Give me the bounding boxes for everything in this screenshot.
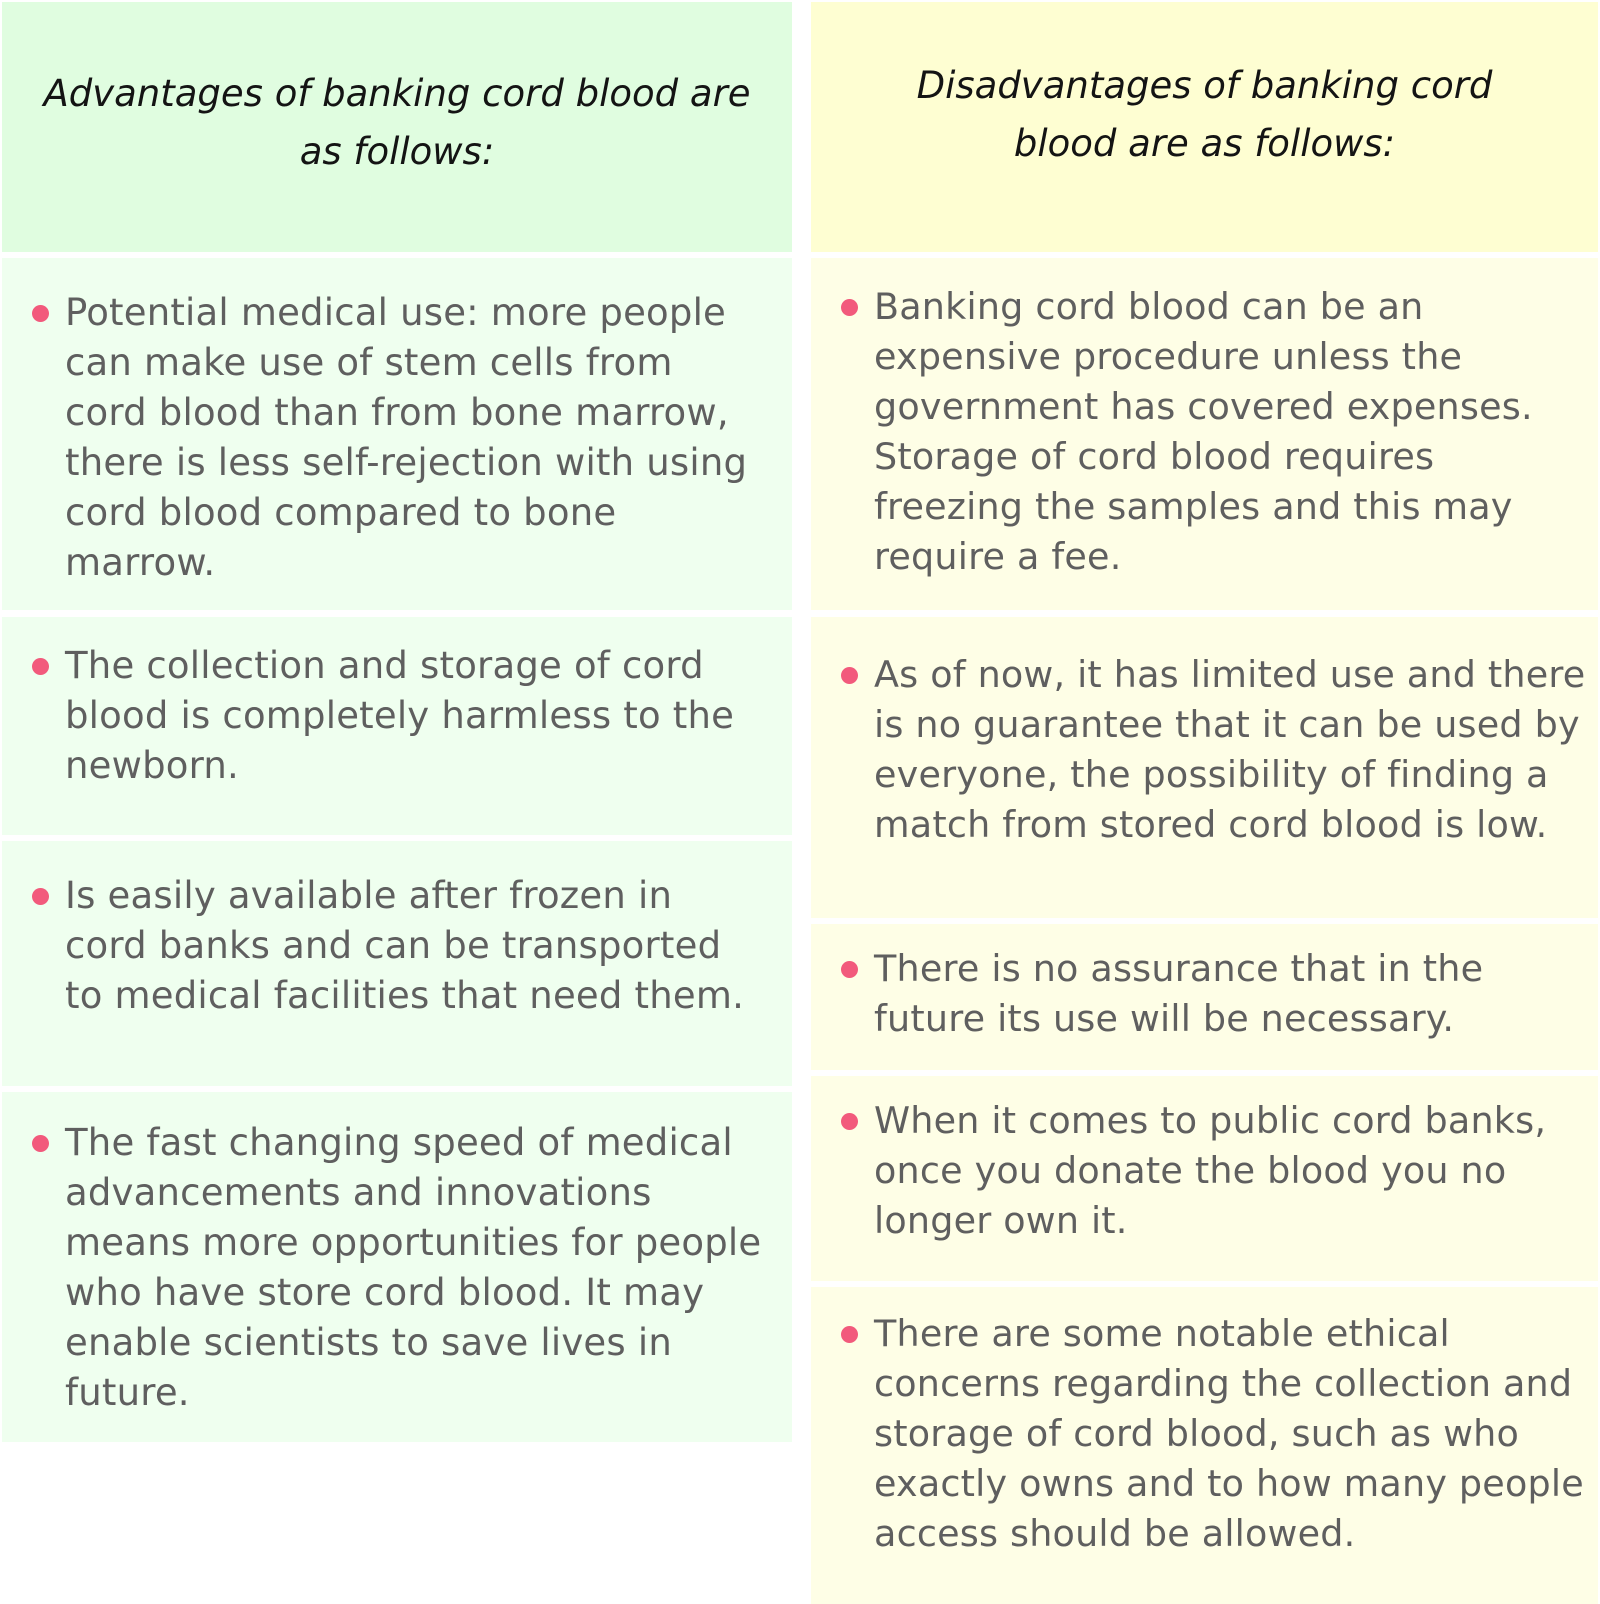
advantage-text: The collection and storage of cord blood is completely harmless to the newborn. (65, 644, 735, 787)
disadvantage-text: When it comes to public cord banks, once you donate the blood you no longer own it. (874, 1099, 1547, 1242)
advantage-text: Potential medical use: more people can make use of stem cells from cord blood than from bone marrow, there is less self-rejection with using cord blood compared to bone marrow. (65, 291, 748, 584)
list-item (811, 1096, 1598, 1246)
disadvantage-text: Banking cord blood can be an expensive procedure unless the government has covered expenses. Storage of cord blood requires freezing the samples and this may require a fee. (874, 285, 1533, 578)
disadvantages-cell (811, 617, 1598, 918)
disadvantages-heading: Disadvantages of banking cord blood are as follows: (916, 64, 1493, 165)
advantage-text: The fast changing speed of medical advancements and innovations means more opportunities for people who have store cord blood. It may enable scientists to save lives in future. (65, 1121, 762, 1414)
disadvantages-cell (811, 258, 1598, 610)
advantages-header (2, 2, 792, 252)
bullet-dot-icon (32, 1135, 49, 1152)
disadvantages-cell (811, 1076, 1598, 1281)
disadvantages-cell (811, 1287, 1598, 1604)
bullet-dot-icon (841, 667, 858, 684)
bullet-dot-icon (841, 299, 858, 316)
bullet-dot-icon (32, 305, 49, 322)
advantages-cell (2, 258, 792, 610)
advantages-cell (2, 1092, 792, 1442)
list-item (2, 641, 792, 791)
advantage-text: Is easily available after frozen in cord banks and can be transported to medical facilities that need them. (65, 874, 745, 1017)
disadvantage-text: As of now, it has limited use and there is no guarantee that it can be used by everyone, the possibility of finding a match from stored cord blood is low. (874, 653, 1586, 846)
list-item (2, 1118, 792, 1418)
advantages-heading: Advantages of banking cord blood are as follows: (43, 72, 751, 173)
advantages-cell (2, 617, 792, 835)
list-item (811, 1309, 1598, 1559)
disadvantages-header (811, 2, 1598, 252)
list-item (811, 944, 1598, 1044)
list-item (811, 282, 1598, 582)
disadvantage-text: There is no assurance that in the future its use will be necessary. (874, 947, 1484, 1040)
list-item (2, 288, 792, 588)
advantages-cell (2, 841, 792, 1086)
bullet-dot-icon (32, 888, 49, 905)
list-item (2, 871, 792, 1021)
bullet-dot-icon (841, 1113, 858, 1130)
bullet-dot-icon (841, 961, 858, 978)
list-item (811, 650, 1598, 850)
bullet-dot-icon (32, 658, 49, 675)
disadvantages-cell (811, 924, 1598, 1070)
bullet-dot-icon (841, 1326, 858, 1343)
disadvantage-text: There are some notable ethical concerns regarding the collection and storage of cord blood, such as who exactly owns and to how many people access should be allowed. (874, 1312, 1584, 1555)
